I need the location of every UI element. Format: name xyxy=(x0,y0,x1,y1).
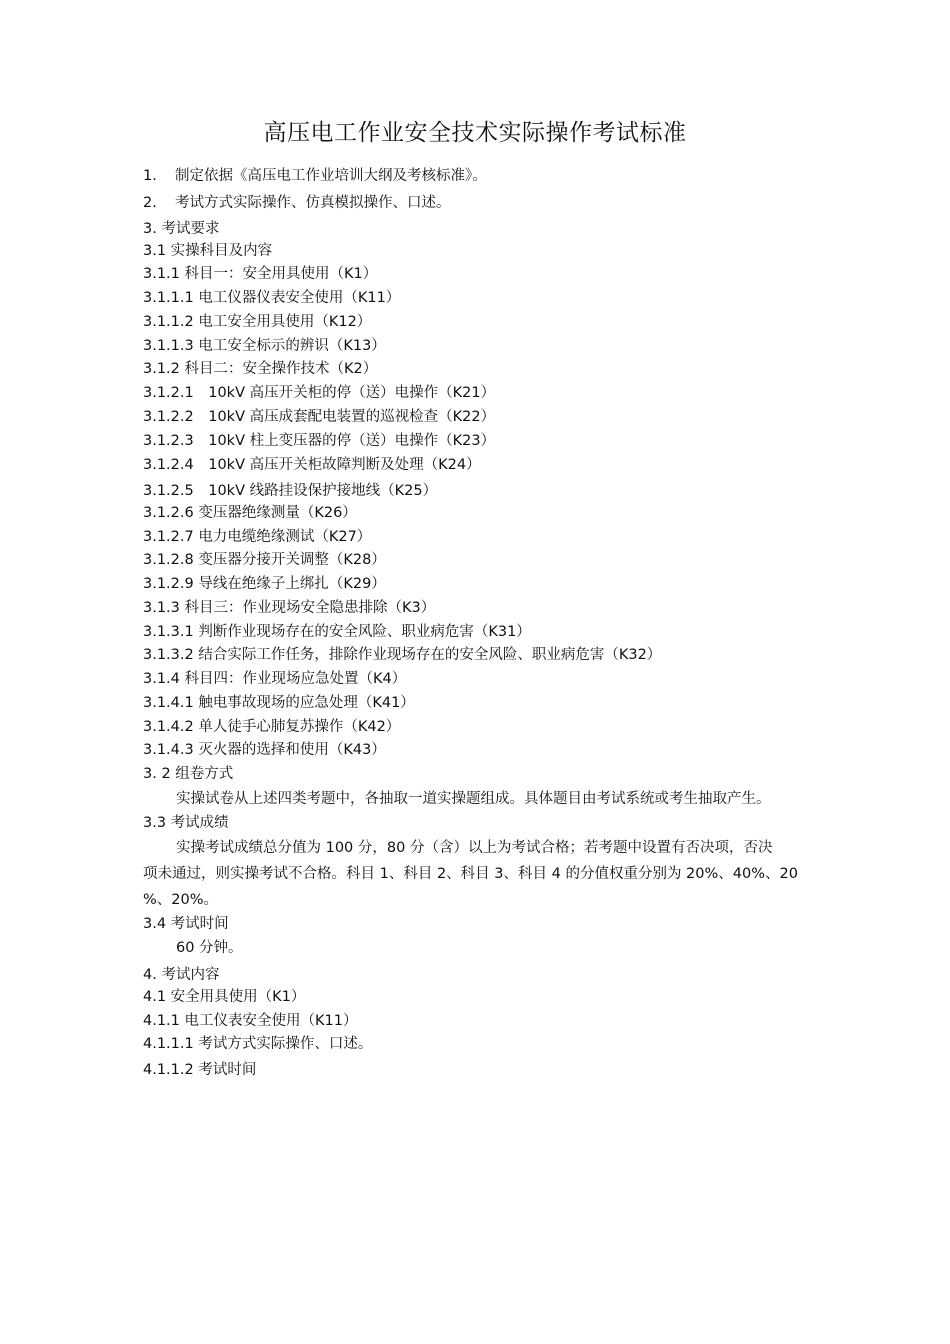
outline-line: 3.1.2.6 变压器绝缘测量（K26） xyxy=(143,505,357,521)
outline-line: 4.1 安全用具使用（K1） xyxy=(143,989,306,1005)
list-item xyxy=(143,166,487,186)
item-text: 制定依据《高压电工作业培训大纲及考核标准》。 xyxy=(175,168,487,184)
section-heading: 4. 考试内容 xyxy=(143,967,220,983)
outline-line: 3.1.2.5 10kV 线路挂设保护接地线（K25） xyxy=(143,483,438,499)
outline-line: 3.1.2.3 10kV 柱上变压器的停（送）电操作（K23） xyxy=(143,433,496,449)
outline-line: 3.1.1 科目一：安全用具使用（K1） xyxy=(143,266,378,282)
outline-line: 3.1.3.1 判断作业现场存在的安全风险、职业病危害（K31） xyxy=(143,624,531,640)
subsection-heading: 3.1 实操科目及内容 xyxy=(143,243,273,259)
item-number: 1. xyxy=(143,168,157,184)
list-item xyxy=(143,193,451,213)
item-number: 2. xyxy=(143,195,157,211)
outline-line: 3.1.4.2 单人徒手心肺复苏操作（K42） xyxy=(143,719,401,735)
outline-line: 4.1.1.2 考试时间 xyxy=(143,1062,257,1078)
body-paragraph-line: 实操考试成绩总分值为 100 分，80 分（含）以上为考试合格；若考题中设置有否决项，否决 xyxy=(176,840,773,856)
body-paragraph: 实操试卷从上述四类考题中，各抽取一道实操题组成。具体题目由考试系统或考生抽取产生。 xyxy=(176,791,771,807)
section-heading: 3. 考试要求 xyxy=(143,221,220,237)
subsection-heading: 3.3 考试成绩 xyxy=(143,815,229,831)
page-title: 高压电工作业安全技术实际操作考试标准 xyxy=(263,120,687,146)
outline-line: 3.1.3 科目三：作业现场安全隐患排除（K3） xyxy=(143,600,436,616)
body-paragraph-line: 项未通过，则实操考试不合格。科目 1、科目 2、科目 3、科目 4 的分值权重分别为 20%、40%、20 xyxy=(143,866,798,882)
outline-line: 3.1.2.4 10kV 高压开关柜故障判断及处理（K24） xyxy=(143,457,481,473)
outline-line: 3.1.1.1 电工仪器仪表安全使用（K11） xyxy=(143,290,401,306)
subsection-heading: 3.4 考试时间 xyxy=(143,916,229,932)
outline-line: 3.1.3.2 结合实际工作任务，排除作业现场存在的安全风险、职业病危害（K32） xyxy=(143,647,662,663)
body-paragraph-line: %、20%。 xyxy=(143,892,219,908)
outline-line: 3.1.4 科目四：作业现场应急处置（K4） xyxy=(143,671,407,687)
body-paragraph: 60 分钟。 xyxy=(176,940,243,956)
outline-line: 3.1.1.3 电工安全标示的辨识（K13） xyxy=(143,338,386,354)
outline-line: 3.1.2.1 10kV 高压开关柜的停（送）电操作（K21） xyxy=(143,385,496,401)
outline-line: 3.1.4.3 灭火器的选择和使用（K43） xyxy=(143,742,386,758)
outline-line: 3.1.1.2 电工安全用具使用（K12） xyxy=(143,314,372,330)
outline-line: 3.1.2 科目二：安全操作技术（K2） xyxy=(143,361,378,377)
outline-line: 3.1.2.2 10kV 高压成套配电装置的巡视检查（K22） xyxy=(143,409,496,425)
outline-line: 3.1.2.7 电力电缆绝缘测试（K27） xyxy=(143,529,372,545)
outline-line: 3.1.2.8 变压器分接开关调整（K28） xyxy=(143,552,386,568)
outline-line: 3.1.4.1 触电事故现场的应急处理（K41） xyxy=(143,695,415,711)
subsection-heading: 3. 2 组卷方式 xyxy=(143,766,234,782)
outline-line: 4.1.1 电工仪表安全使用（K11） xyxy=(143,1013,358,1029)
outline-line: 3.1.2.9 导线在绝缘子上绑扎（K29） xyxy=(143,576,386,592)
item-text: 考试方式实际操作、仿真模拟操作、口述。 xyxy=(175,195,451,211)
outline-line: 4.1.1.1 考试方式实际操作、口述。 xyxy=(143,1036,373,1052)
